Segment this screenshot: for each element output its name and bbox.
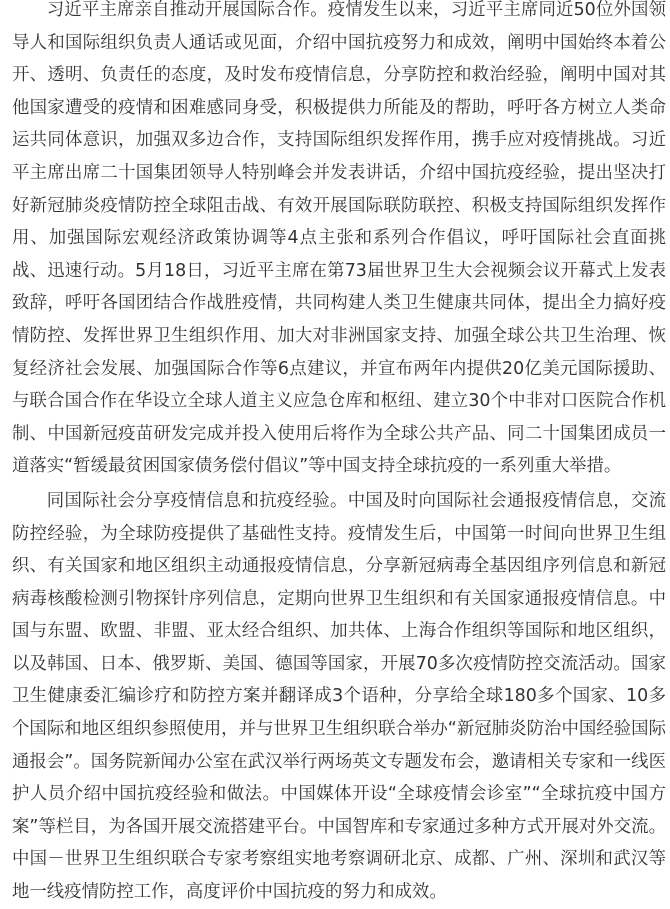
paragraph-international-cooperation: 习近平主席亲自推动开展国际合作。疫情发生以来，习近平主席同近50位外国领导人和国际组织负责人通话或见面，介绍中国抗疫努力和成效，阐明中国始终本着公开、透明、负责任的态度，及时发布疫情信息，分享防控和救治经验，阐明中国对其他国家遭受的疫情和困难感同身受，积极提供力所能及的帮助，呼吁各方树立人类命运共同体意识，加强双多边合作，支持国际组织发挥作用，携手应对疫情挑战。习近平主席出席二十国集团领导人特别峰会并发表讲话，介绍中国抗疫经验，提出坚决打好新冠肺炎疫情防控全球阻击战、有效开展国际联防联控、积极支持国际组织发挥作用、加强国际宏观经济政策协调等4点主张和系列合作倡议，呼吁国际社会直面挑战、迅速行动。5月18日，习近平主席在第73届世界卫生大会视频会议开幕式上发表致辞，呼吁各国团结合作战胜疫情，共同构建人类卫生健康共同体，提出全力搞好疫情防控、发挥世界卫生组织作用、加大对非洲国家支持、加强全球公共卫生治理、恢复经济社会发展、加强国际合作等6点建议，并宣布两年内提供20亿美元国际援助、与联合国合作在华设立全球人道主义应急仓库和枢纽、建立30个中非对口医院合作机制、中国新冠疫苗研发完成并投入使用后将作为全球公共产品、同二十国集团成员一道落实“暂缓最贫困国家债务偿付倡议”等中国支持全球抗疫的一系列重大举措。: [12, 0, 666, 477]
paragraph-sharing-experience: 同国际社会分享疫情信息和抗疫经验。中国及时向国际社会通报疫情信息，交流防控经验，为全球防疫提供了基础性支持。疫情发生后，中国第一时间向世界卫生组织、有关国家和地区组织主动通报疫情信息，分享新冠病毒全基因组序列信息和新冠病毒核酸检测引物探针序列信息，定期向世界卫生组织和有关国家通报疫情信息。中国与东盟、欧盟、非盟、亚太经合组织、加共体、上海合作组织等国际和地区组织，以及韩国、日本、俄罗斯、美国、德国等国家，开展70多次疫情防控交流活动。国家卫生健康委汇编诊疗和防控方案并翻译成3个语种，分享给全球180多个国家、10多个国际和地区组织参照使用，并与世界卫生组织联合举办“新冠肺炎防治中国经验国际通报会”。国务院新闻办公室在武汉举行两场英文专题发布会，邀请相关专家和一线医护人员介绍中国抗疫经验和做法。中国媒体开设“全球疫情会诊室”“全球抗疫中国方案”等栏目，为各国开展交流搭建平台。中国智库和专家通过多种方式开展对外交流。中国－世界卫生组织联合专家考察组实地考察调研北京、成都、广州、深圳和武汉等地一线疫情防控工作，高度评价中国抗疫的努力和成效。: [12, 490, 666, 903]
